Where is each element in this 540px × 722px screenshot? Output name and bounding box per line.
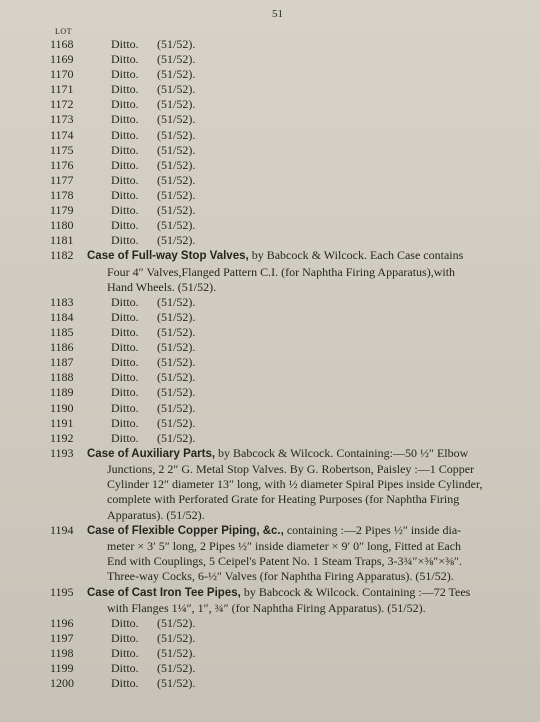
lot-number: 1194 xyxy=(50,522,74,537)
lot-reference: (51/52). xyxy=(157,218,196,233)
lot-ditto-text: Ditto. xyxy=(111,355,139,370)
lot-ditto-text: Ditto. xyxy=(111,430,139,445)
lot-reference: (51/52). xyxy=(157,430,196,445)
lot-text-line: by Babcock & Wilcock. Containing:—50 ½″ Elbow xyxy=(215,445,469,460)
lot-entry xyxy=(0,631,540,646)
lot-entry xyxy=(0,340,540,355)
lot-entry xyxy=(0,97,540,112)
lot-reference: (51/52). xyxy=(157,187,196,202)
lot-ditto-text: Ditto. xyxy=(111,218,139,233)
lot-entry xyxy=(0,203,540,218)
lot-entry xyxy=(0,295,540,310)
lot-group-1168-1181 xyxy=(0,37,540,248)
lot-reference: (51/52). xyxy=(157,340,196,355)
lot-text-line: with Flanges 1¼″, 1″, ¾″ (for Naphtha Firing Apparatus). (51/52). xyxy=(107,600,426,615)
lot-text-line: Hand Wheels. (51/52). xyxy=(107,279,217,294)
lot-ditto-text: Ditto. xyxy=(111,97,139,112)
lot-entry xyxy=(0,370,540,385)
lot-number: 1171 xyxy=(50,82,74,97)
lot-ditto-text: Ditto. xyxy=(111,400,139,415)
lot-entry-1182 xyxy=(0,248,540,295)
lot-entry xyxy=(0,233,540,248)
lot-entry xyxy=(0,616,540,631)
lot-ditto-text: Ditto. xyxy=(111,203,139,218)
lot-text-line: Junctions, 2 2″ G. Metal Stop Valves. By G. Robertson, Paisley :—1 Copper xyxy=(107,462,475,477)
lot-ditto-text: Ditto. xyxy=(111,127,139,142)
lot-description xyxy=(87,585,511,616)
lot-entry xyxy=(0,52,540,67)
lot-entry xyxy=(0,325,540,340)
lot-reference: (51/52). xyxy=(157,203,196,218)
lot-text-line: Four 4″ Valves,Flanged Pattern C.I. (for Naphtha Firing Apparatus),with xyxy=(107,264,456,279)
lot-number: 1193 xyxy=(50,445,74,460)
lot-reference: (51/52). xyxy=(157,631,196,646)
lot-entry-1194 xyxy=(0,523,540,585)
lot-ditto-text: Ditto. xyxy=(111,52,139,67)
lot-number: 1200 xyxy=(50,676,74,691)
lot-text-line: complete with Perforated Grate for Heating Purposes (for Naphtha Firing xyxy=(107,492,460,507)
lot-ditto-text: Ditto. xyxy=(111,415,139,430)
lot-ditto-text: Ditto. xyxy=(111,82,139,97)
lot-text-line: meter × 3′ 5″ long, 2 Pipes ½″ inside diameter × 9′ 0″ long, Fitted at Each xyxy=(107,539,462,554)
lot-entry-1193 xyxy=(0,446,540,523)
lot-number: 1168 xyxy=(50,37,74,51)
lot-number: 1176 xyxy=(50,157,74,172)
lot-reference: (51/52). xyxy=(157,676,196,691)
lot-ditto-text: Ditto. xyxy=(111,112,139,127)
lot-entry xyxy=(0,37,540,52)
lot-reference: (51/52). xyxy=(157,112,196,127)
lot-group-1183-1192 xyxy=(0,295,540,446)
lot-number: 1195 xyxy=(50,584,74,599)
lot-reference: (51/52). xyxy=(157,646,196,661)
lot-text-line: by Babcock & Wilcock. Each Case contains xyxy=(248,248,464,263)
lot-list xyxy=(0,37,540,692)
lot-entry xyxy=(0,82,540,97)
lot-number: 1187 xyxy=(50,355,74,370)
lot-number: 1191 xyxy=(50,415,74,430)
lot-text-line: End with Couplings, 5 Ceipel's Patent No. 1 Steam Traps, 3-3¾″×⅜″×⅜″. xyxy=(107,554,463,569)
lot-entry xyxy=(0,385,540,400)
lot-number: 1198 xyxy=(50,646,74,661)
lot-entry xyxy=(0,401,540,416)
lot-ditto-text: Ditto. xyxy=(111,661,139,676)
lot-number: 1196 xyxy=(50,616,74,631)
lot-reference: (51/52). xyxy=(157,127,196,142)
lot-entry xyxy=(0,112,540,127)
lot-title: Case of Auxiliary Parts, xyxy=(87,447,216,460)
lot-text-line: by Babcock & Wilcock. Containing :—72 Tees xyxy=(240,584,471,599)
lot-reference: (51/52). xyxy=(157,82,196,97)
lot-entry xyxy=(0,431,540,446)
lot-number: 1197 xyxy=(50,631,74,646)
lot-reference: (51/52). xyxy=(157,310,196,325)
lot-ditto-text: Ditto. xyxy=(111,294,139,309)
lot-number: 1185 xyxy=(50,325,74,340)
lot-title: Case of Full-way Stop Valves, xyxy=(87,250,249,263)
lot-entry xyxy=(0,355,540,370)
lot-description xyxy=(87,523,511,585)
lot-column-header: LOT xyxy=(55,27,73,36)
lot-ditto-text: Ditto. xyxy=(111,142,139,157)
lot-ditto-text: Ditto. xyxy=(111,385,139,400)
lot-reference: (51/52). xyxy=(157,67,196,82)
lot-reference: (51/52). xyxy=(157,294,196,309)
lot-entry xyxy=(0,128,540,143)
lot-description xyxy=(87,248,511,295)
lot-number: 1178 xyxy=(50,187,74,202)
lot-text-line: Three-way Cocks, 6-½″ Valves (for Naphtha Firing Apparatus). (51/52). xyxy=(107,569,454,584)
lot-reference: (51/52). xyxy=(157,37,196,51)
lot-reference: (51/52). xyxy=(157,157,196,172)
lot-entry xyxy=(0,676,540,691)
lot-reference: (51/52). xyxy=(157,616,196,631)
lot-number: 1192 xyxy=(50,430,74,445)
lot-number: 1170 xyxy=(50,67,74,82)
lot-entry xyxy=(0,67,540,82)
lot-entry-1195 xyxy=(0,585,540,616)
lot-entry xyxy=(0,173,540,188)
lot-number: 1181 xyxy=(50,233,74,248)
lot-number: 1199 xyxy=(50,661,74,676)
lot-ditto-text: Ditto. xyxy=(111,646,139,661)
lot-ditto-text: Ditto. xyxy=(111,233,139,248)
lot-reference: (51/52). xyxy=(157,97,196,112)
lot-reference: (51/52). xyxy=(157,355,196,370)
lot-number: 1174 xyxy=(50,127,74,142)
lot-title: Case of Cast Iron Tee Pipes, xyxy=(87,586,241,599)
lot-number: 1186 xyxy=(50,340,74,355)
lot-number: 1190 xyxy=(50,400,74,415)
lot-reference: (51/52). xyxy=(157,661,196,676)
lot-title: Case of Flexible Copper Piping, &c., xyxy=(87,524,284,537)
lot-reference: (51/52). xyxy=(157,233,196,248)
lot-ditto-text: Ditto. xyxy=(111,310,139,325)
page-number: 51 xyxy=(272,8,283,20)
lot-entry xyxy=(0,310,540,325)
lot-entry xyxy=(0,143,540,158)
lot-ditto-text: Ditto. xyxy=(111,187,139,202)
lot-entry xyxy=(0,188,540,203)
lot-ditto-text: Ditto. xyxy=(111,157,139,172)
lot-reference: (51/52). xyxy=(157,142,196,157)
lot-ditto-text: Ditto. xyxy=(111,631,139,646)
lot-ditto-text: Ditto. xyxy=(111,616,139,631)
lot-reference: (51/52). xyxy=(157,385,196,400)
lot-number: 1173 xyxy=(50,112,74,127)
lot-number: 1179 xyxy=(50,203,74,218)
lot-reference: (51/52). xyxy=(157,415,196,430)
lot-ditto-text: Ditto. xyxy=(111,370,139,385)
lot-entry xyxy=(0,218,540,233)
lot-reference: (51/52). xyxy=(157,370,196,385)
lot-number: 1172 xyxy=(50,97,74,112)
lot-description xyxy=(87,446,511,523)
lot-ditto-text: Ditto. xyxy=(111,67,139,82)
lot-group-1196-1200 xyxy=(0,616,540,691)
lot-number: 1188 xyxy=(50,370,74,385)
lot-text-line: Apparatus). (51/52). xyxy=(107,507,205,522)
lot-number: 1175 xyxy=(50,142,74,157)
lot-reference: (51/52). xyxy=(157,172,196,187)
lot-entry xyxy=(0,661,540,676)
lot-ditto-text: Ditto. xyxy=(111,340,139,355)
lot-number: 1189 xyxy=(50,385,74,400)
lot-text-line: Cylinder 12″ diameter 13″ long, with ½ diameter Spiral Pipes inside Cylinder, xyxy=(107,477,483,492)
lot-ditto-text: Ditto. xyxy=(111,172,139,187)
lot-reference: (51/52). xyxy=(157,52,196,67)
lot-ditto-text: Ditto. xyxy=(111,325,139,340)
lot-number: 1183 xyxy=(50,294,74,309)
lot-entry xyxy=(0,416,540,431)
lot-number: 1184 xyxy=(50,310,74,325)
lot-reference: (51/52). xyxy=(157,400,196,415)
lot-entry xyxy=(0,646,540,661)
lot-number: 1177 xyxy=(50,172,74,187)
lot-reference: (51/52). xyxy=(157,325,196,340)
lot-number: 1182 xyxy=(50,248,74,263)
lot-text-line: containing :—2 Pipes ½″ inside dia- xyxy=(283,522,462,537)
lot-number: 1180 xyxy=(50,218,74,233)
lot-ditto-text: Ditto. xyxy=(111,37,139,51)
lot-number: 1169 xyxy=(50,52,74,67)
lot-ditto-text: Ditto. xyxy=(111,676,139,691)
lot-entry xyxy=(0,158,540,173)
